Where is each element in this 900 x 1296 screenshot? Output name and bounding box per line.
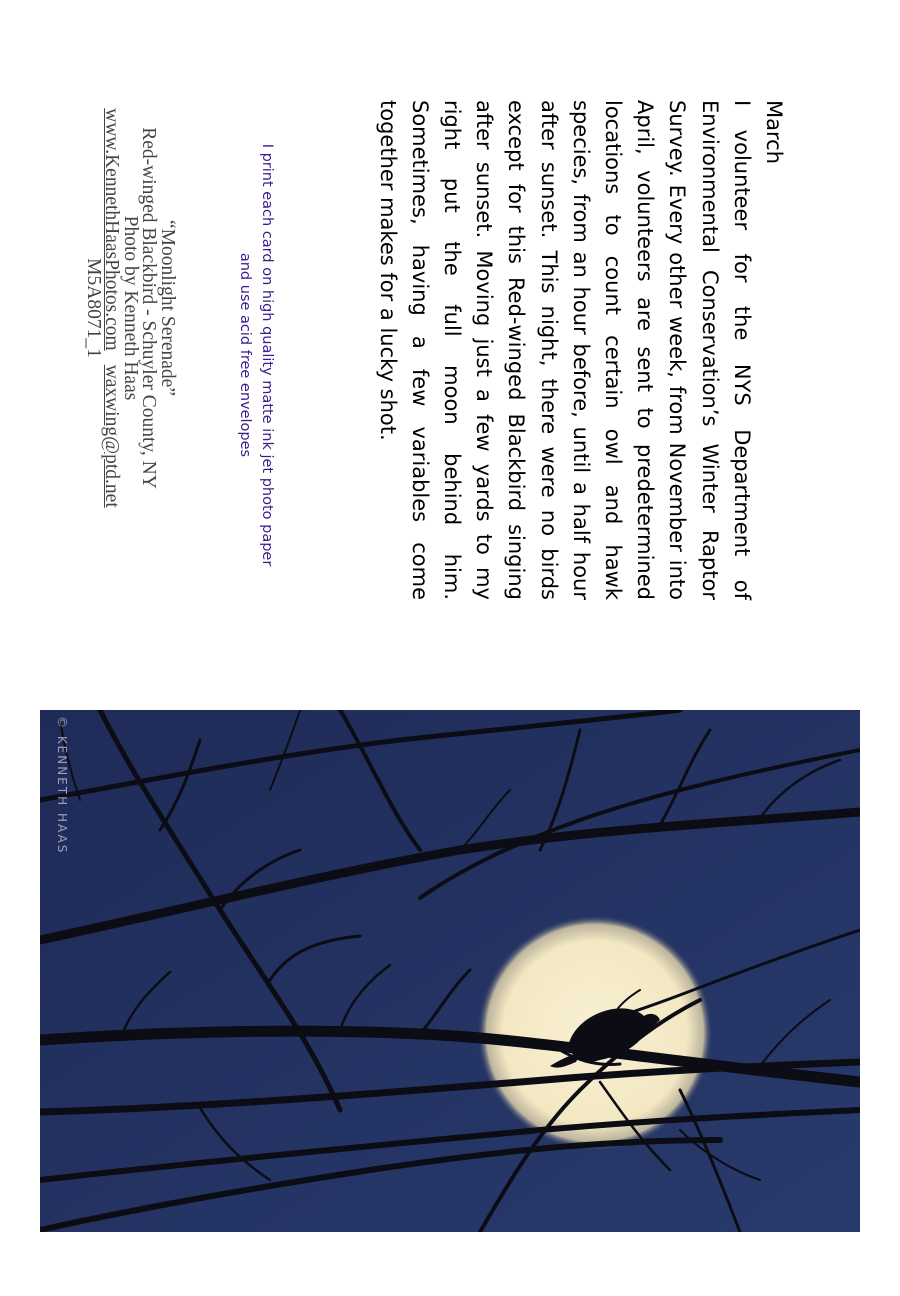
photo-subject: Red-winged Blackbird - Schuyler County, NY <box>138 127 160 489</box>
photo-credits <box>84 28 177 588</box>
photo-watermark: © KENNETH HAAS <box>55 716 69 855</box>
image-code: M5A8071_1 <box>83 258 104 358</box>
photo-title: “Moonlight Serenade” <box>157 220 178 396</box>
print-note-line-1: I print each card on high quality matte ink jet photo paper <box>259 143 275 567</box>
print-note-line-2: and use acid free envelopes <box>237 252 253 458</box>
moon-blackbird-illustration <box>40 710 860 1232</box>
website-link[interactable]: www.KennethHaasPhotos.com <box>101 108 123 351</box>
story-text-block <box>371 100 790 600</box>
story-body: I volunteer for the NYS Department of Environmental Conservation’s Winter Raptor Survey. Every other week, from November into April, volunteers are sent to predetermined locations to count certain owl and hawk species, from an hour before, until a half hour after sunset. This night, there were no birds except for this Red-winged Blackbird singing after sunset. Moving just a few yards to my right put the full moon behind him. Sometimes, having a few variables come together makes for a lucky shot. <box>375 100 754 600</box>
email-link[interactable]: waxwing@ptd.net <box>101 364 123 508</box>
story-month: March <box>762 100 786 165</box>
contact-links <box>102 28 121 588</box>
photographer-credit: Photo by Kenneth Haas <box>120 215 141 401</box>
moonlight-photo <box>40 710 860 1232</box>
print-note <box>234 75 278 635</box>
night-sky <box>40 710 860 1232</box>
